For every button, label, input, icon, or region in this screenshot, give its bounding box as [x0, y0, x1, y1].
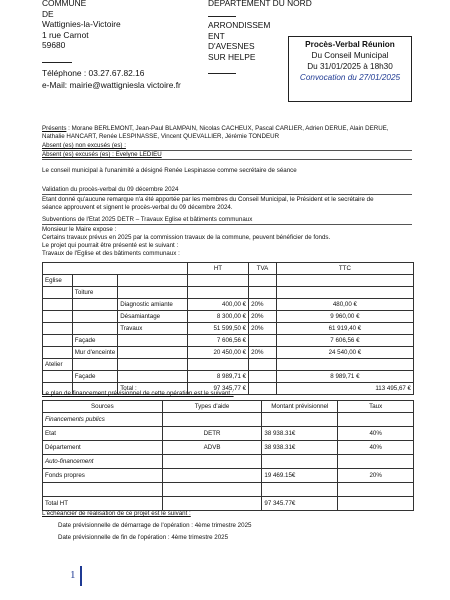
table-header-row [43, 401, 414, 413]
table-cell: 97 345.77€ [262, 497, 338, 511]
table-cell: Total HT [43, 497, 163, 511]
table-cell: ADVB [162, 441, 262, 455]
table-cell [72, 299, 117, 311]
commune-line: DE [42, 8, 54, 19]
table-cell: Total : [118, 383, 188, 395]
table-header: Montant prévisionnel [262, 401, 338, 413]
divider [42, 62, 72, 63]
table-cell [118, 371, 188, 383]
table-cell [43, 483, 163, 497]
email: e-Mail: mairie@wattigniesla victoire.fr [42, 80, 181, 90]
commune-block [42, 0, 121, 51]
table-cell: Diagnostic amiante [118, 299, 188, 311]
subventions-line: Certains travaux prévus en 2025 par la commission travaux de la commune, peuvent bénéficier de fonds. [42, 234, 331, 241]
table-cell [338, 497, 414, 511]
table-header-row [43, 263, 414, 275]
table-cell: 20% [338, 469, 414, 483]
table-cell: 38 938.31€ [262, 441, 338, 455]
table-cell [187, 275, 248, 287]
table-cell: Fonds propres [43, 469, 163, 483]
table-header: TTC [276, 263, 413, 275]
pv-subtitle: Du Conseil Municipal [311, 51, 389, 60]
table-cell [249, 383, 277, 395]
table-cell [43, 299, 73, 311]
financing-table [42, 400, 414, 511]
subventions-body [42, 226, 422, 258]
table-row [43, 335, 414, 347]
table-row [43, 371, 414, 383]
table-cell: 24 540,00 € [276, 347, 413, 359]
plan-title: Le plan de financement prévisionnel de cette opération est le suivant : [42, 390, 234, 397]
table-cell [249, 287, 277, 299]
department-block [208, 0, 312, 9]
validation-line: Etant donné qu'aucune remarque n'a été apportée par les membres du Conseil Municipal, le Président et le secrétaire de [42, 196, 374, 203]
table-cell [162, 413, 262, 427]
table-cell: 8 300,00 € [187, 311, 248, 323]
table-cell: Façade [72, 371, 117, 383]
divider [42, 194, 412, 195]
table-cell [72, 311, 117, 323]
table-cell: 7 606,56 € [187, 335, 248, 347]
table-cell [43, 371, 73, 383]
table-cell [262, 455, 338, 469]
table-header: Types d'aide [162, 401, 262, 413]
secretaire-text: Le conseil municipal à l'unanimité a désigné Renée Lespinasse comme secrétaire de séance [42, 167, 297, 174]
pv-date: Du 31/01/2025 à 18h30 [307, 62, 393, 71]
table-row [43, 427, 414, 441]
table-cell: 20 450,00 € [187, 347, 248, 359]
table-cell [162, 469, 262, 483]
table-header [43, 263, 188, 275]
table-cell [43, 311, 73, 323]
commune-line: 1 rue Carnot [42, 29, 89, 40]
table-cell: 20% [249, 347, 277, 359]
table-cell [43, 347, 73, 359]
table-cell: 8 989,71 € [187, 371, 248, 383]
table-cell: 19 469.15€ [262, 469, 338, 483]
subventions-title: Subventions de l'Etat 2025 DETR – Travaux Eglise et bâtiments communaux [42, 216, 253, 223]
table-cell [276, 275, 413, 287]
footer-bar [80, 566, 82, 586]
table-cell: Auto-financement [43, 455, 163, 469]
table-cell: 8 989,71 € [276, 371, 413, 383]
table-cell [43, 287, 73, 299]
table-row [43, 469, 414, 483]
table-row [43, 455, 414, 469]
table-cell [338, 483, 414, 497]
table-cell [118, 359, 188, 371]
table-cell [187, 287, 248, 299]
table-cell [72, 275, 117, 287]
table-cell [276, 287, 413, 299]
table-cell [118, 347, 188, 359]
table-cell: 113 495,67 € [276, 383, 413, 395]
divider [208, 73, 236, 74]
presents-text: : Morane BERLEMONT, Jean-Paul BLAMPAIN, Nicolas CACHEUX, Pascal CARLIER, Adrien DERUE, Alain DERUE, Nathalie HANCART, Renée LESPINASSE, Vincent QUEVALLIER, Jérémie TONDEUR [42, 125, 389, 140]
table-cell: Atelier [43, 359, 73, 371]
divider [42, 224, 412, 225]
table-cell: 38 938.31€ [262, 427, 338, 441]
table-cell: 400,00 € [187, 299, 248, 311]
subventions-expose: Monsieur le Maire expose : [42, 226, 117, 233]
dept-line: ARRONDISSEM [208, 20, 271, 30]
validation-title: Validation du procès-verbal du 09 décembre 2024 [42, 186, 179, 193]
echeancier-start: Date prévisionnelle de démarrage de l'opération : 4ème trimestre 2025 [58, 522, 252, 529]
table-row [43, 311, 414, 323]
table-cell [249, 359, 277, 371]
table-cell [262, 483, 338, 497]
table-cell [118, 335, 188, 347]
table-cell [338, 413, 414, 427]
table-cell [187, 359, 248, 371]
table-cell [162, 497, 262, 511]
table-cell: Eglise [43, 275, 73, 287]
echeancier-title: L'échéancier de réalisation de ce projet est le suivant : [42, 510, 191, 517]
table-cell: 97 345,77 € [187, 383, 248, 395]
table-cell: Etat [43, 427, 163, 441]
budget-table [42, 262, 414, 395]
table-cell: 20% [249, 311, 277, 323]
table-cell: 20% [249, 323, 277, 335]
telephone: Téléphone : 03.27.67.82.16 [42, 68, 145, 78]
table-cell: 480,00 € [276, 299, 413, 311]
absents-excuses: Absent (es) excusés (es) : Evelyne LEDIEU [42, 151, 162, 158]
table-cell: Toiture [72, 287, 117, 299]
table-cell: Façade [72, 335, 117, 347]
table-cell [249, 275, 277, 287]
table-cell: Département [43, 441, 163, 455]
echeancier-end: Date prévisionnelle de fin de l'opération : 4ème trimestre 2025 [58, 534, 229, 541]
page-number: 1 [70, 569, 76, 581]
arrondissement-block [208, 20, 270, 62]
dept-line: ENT [208, 30, 225, 41]
table-cell: 51 599,50 € [187, 323, 248, 335]
absents-non-excuses: Absent (es) non excusés (es) : [42, 142, 126, 149]
table-cell [118, 287, 188, 299]
pv-convocation: Convocation du 27/01/2025 [299, 73, 401, 82]
table-cell: 40% [338, 441, 414, 455]
table-cell: 9 960,00 € [276, 311, 413, 323]
dept-line: DEPARTEMENT DU NORD [208, 0, 312, 8]
table-cell: Financements publics [43, 413, 163, 427]
table-header: TVA [249, 263, 277, 275]
commune-line: Wattignies-la-Victoire [42, 19, 121, 29]
table-cell [276, 359, 413, 371]
table-row [43, 441, 414, 455]
dept-line: SUR HELPE [208, 51, 256, 62]
table-cell: Mur d'enceinte [72, 347, 117, 359]
validation-text [42, 196, 422, 212]
table-row [43, 347, 414, 359]
divider [42, 159, 412, 160]
table-cell [72, 359, 117, 371]
table-row [43, 483, 414, 497]
commune-line: COMMUNE [42, 0, 87, 8]
table-row [43, 299, 414, 311]
table-cell [249, 371, 277, 383]
table-cell: 40% [338, 427, 414, 441]
presents-label: Présents [42, 125, 67, 132]
table-total-row [43, 497, 414, 511]
subventions-line: Travaux de l'Eglise et des bâtiments communaux : [42, 250, 180, 257]
table-cell [162, 483, 262, 497]
dept-line: D'AVESNES [208, 41, 255, 51]
presents-paragraph [42, 125, 412, 141]
commune-line: 59680 [42, 40, 66, 50]
table-header: Sources [43, 401, 163, 413]
table-cell [43, 323, 73, 335]
table-cell [249, 335, 277, 347]
subventions-line: Le projet qui pourrait être présenté est le suivant : [42, 242, 179, 249]
table-cell [262, 413, 338, 427]
table-cell: 61 919,40 € [276, 323, 413, 335]
table-cell: 7 606,56 € [276, 335, 413, 347]
table-cell: Désamiantage [118, 311, 188, 323]
table-cell: 20% [249, 299, 277, 311]
table-cell [43, 335, 73, 347]
table-row [43, 275, 414, 287]
table-cell: DETR [162, 427, 262, 441]
pv-title: Procès-Verbal Réunion [305, 40, 395, 49]
table-cell [72, 323, 117, 335]
table-row [43, 359, 414, 371]
table-cell [338, 455, 414, 469]
table-cell: Travaux [118, 323, 188, 335]
table-row [43, 323, 414, 335]
table-cell [118, 275, 188, 287]
table-row [43, 287, 414, 299]
divider [208, 16, 236, 17]
table-cell [162, 455, 262, 469]
pv-title-box [288, 36, 412, 102]
validation-line: séance approuvent et signent le procès-verbal du 09 décembre 2024. [42, 204, 233, 211]
table-row [43, 413, 414, 427]
table-header: Taux [338, 401, 414, 413]
table-header: HT [187, 263, 248, 275]
